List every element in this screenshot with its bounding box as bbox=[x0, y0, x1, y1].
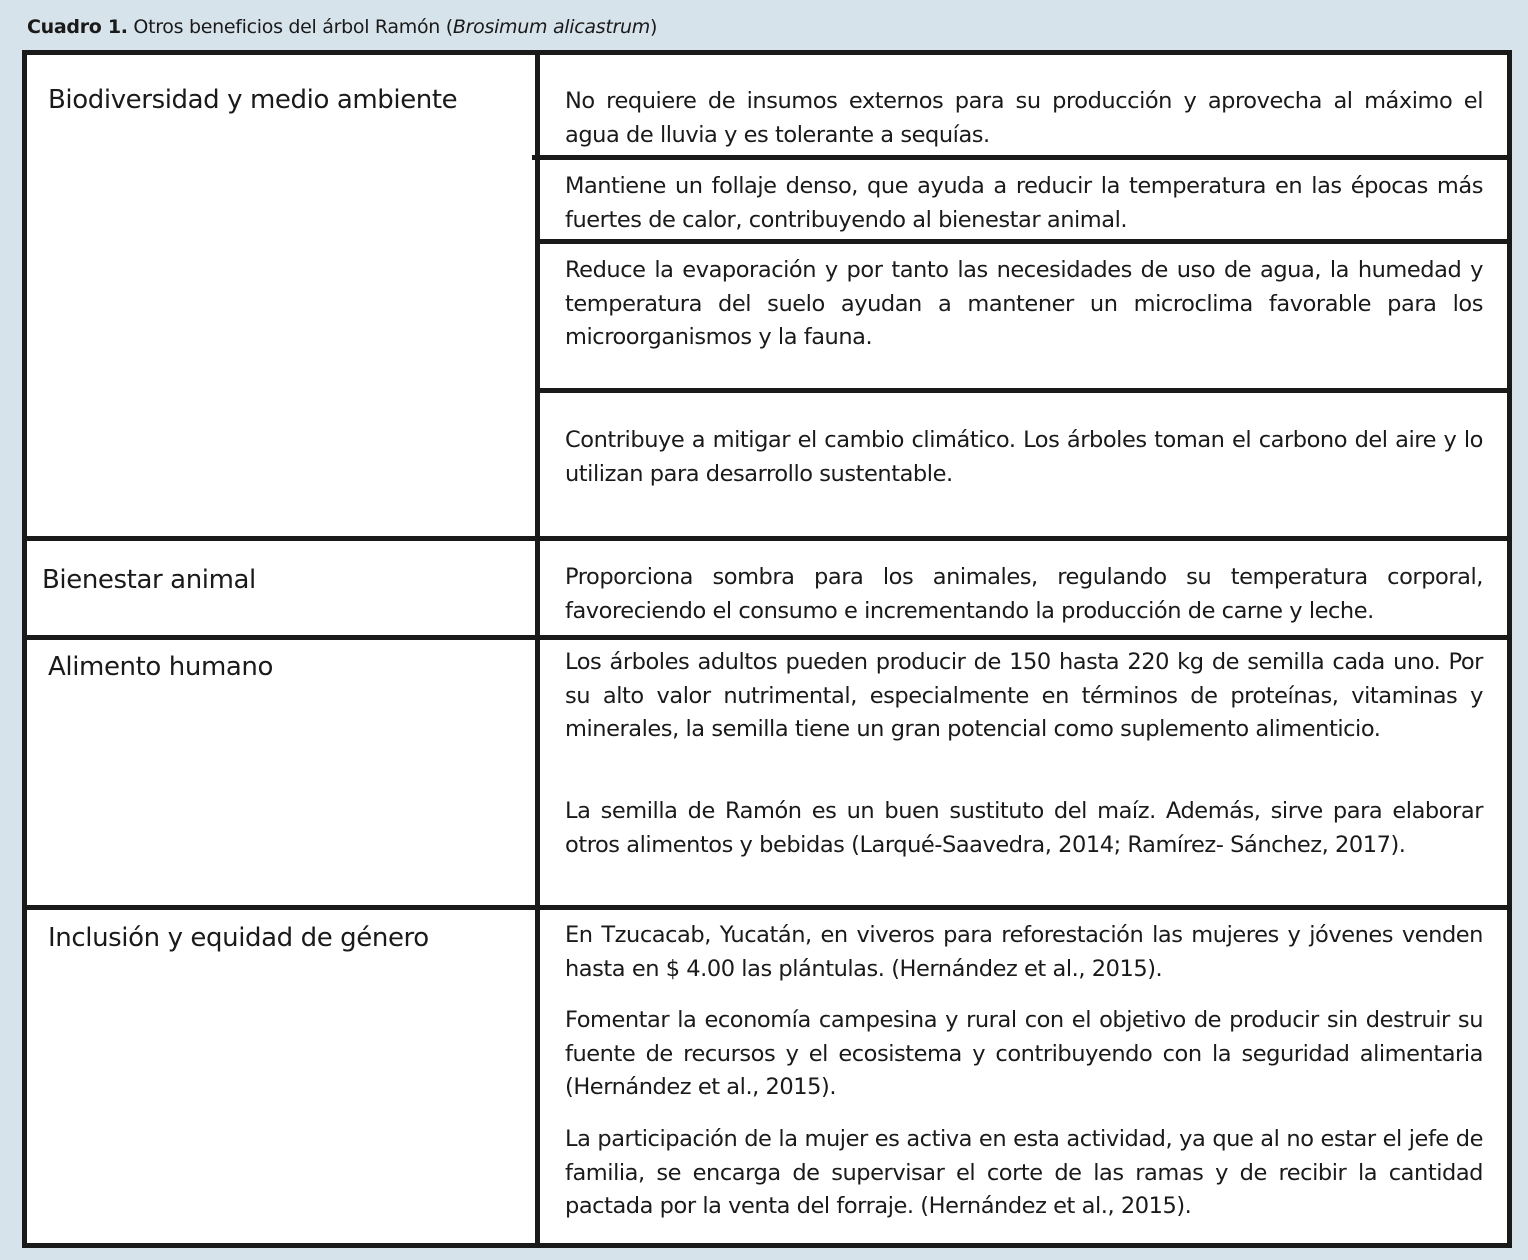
benefit-item: No requiere de insumos externos para su producción y aprovecha al máximo el agua de lluvia y es tolerante a sequías. bbox=[565, 88, 1483, 148]
category-alimento-humano: Alimento humano bbox=[48, 652, 274, 682]
category-inclusion-genero: Inclusión y equidad de género bbox=[48, 923, 429, 953]
row-divider bbox=[532, 155, 1507, 160]
row-divider bbox=[27, 635, 1507, 640]
benefits-table bbox=[22, 50, 1512, 1248]
benefit-item: Reduce la evaporación y por tanto las necesidades de uso de agua, la humedad y temperatura del suelo ayudan a mantener un microclima favorable para los microorganismos y la fauna. bbox=[565, 257, 1483, 350]
row-divider bbox=[538, 239, 1507, 244]
row-divider bbox=[538, 388, 1507, 393]
category-bienestar-animal: Bienestar animal bbox=[42, 565, 256, 595]
table-caption bbox=[27, 16, 657, 38]
benefit-item: Proporciona sombra para los animales, regulando su temperatura corporal, favoreciendo el consumo e incrementando la producción de carne y leche. bbox=[565, 564, 1483, 624]
benefit-item: Los árboles adultos pueden producir de 150 hasta 220 kg de semilla cada uno. Por su alto valor nutrimental, especialmente en términos de proteínas, vitaminas y minerales, la semilla tiene un gran potencial como suplemento alimenticio. bbox=[565, 649, 1483, 742]
caption-close: ) bbox=[649, 16, 658, 38]
benefit-item: La semilla de Ramón es un buen sustituto del maíz. Además, sirve para elaborar otros alimentos y bebidas (Larqué-Saavedra, 2014; Ramírez- Sánchez, 2017). bbox=[565, 798, 1483, 858]
benefit-item: Contribuye a mitigar el cambio climático. Los árboles toman el carbono del aire y lo utilizan para desarrollo sustentable. bbox=[565, 427, 1483, 487]
benefit-item: Fomentar la economía campesina y rural con el objetivo de producir sin destruir su fuente de recursos y el ecosistema y contribuyendo con la seguridad alimentaria (Hernández et al., 2015). bbox=[565, 1007, 1483, 1100]
caption-text: Otros beneficios del árbol Ramón ( bbox=[127, 16, 453, 38]
benefit-item: Mantiene un follaje denso, que ayuda a reducir la temperatura en las épocas más fuertes de calor, contribuyendo al bienestar animal. bbox=[565, 173, 1483, 233]
caption-label: Cuadro 1. bbox=[27, 16, 128, 38]
row-divider bbox=[27, 536, 1507, 541]
row-divider bbox=[27, 905, 1507, 910]
benefit-item: La participación de la mujer es activa en esta actividad, ya que al no estar el jefe de familia, se encarga de supervisar el corte de las ramas y de recibir la cantidad pactada por la venta del forraje. (Hernández et al., 2015). bbox=[565, 1126, 1483, 1219]
column-divider bbox=[535, 55, 540, 1243]
category-biodiversidad: Biodiversidad y medio ambiente bbox=[48, 85, 458, 115]
benefit-item: En Tzucacab, Yucatán, en viveros para reforestación las mujeres y jóvenes venden hasta en $ 4.00 las plántulas. (Hernández et al., 2015). bbox=[565, 922, 1483, 982]
caption-species: Brosimum alicastrum bbox=[452, 16, 650, 38]
